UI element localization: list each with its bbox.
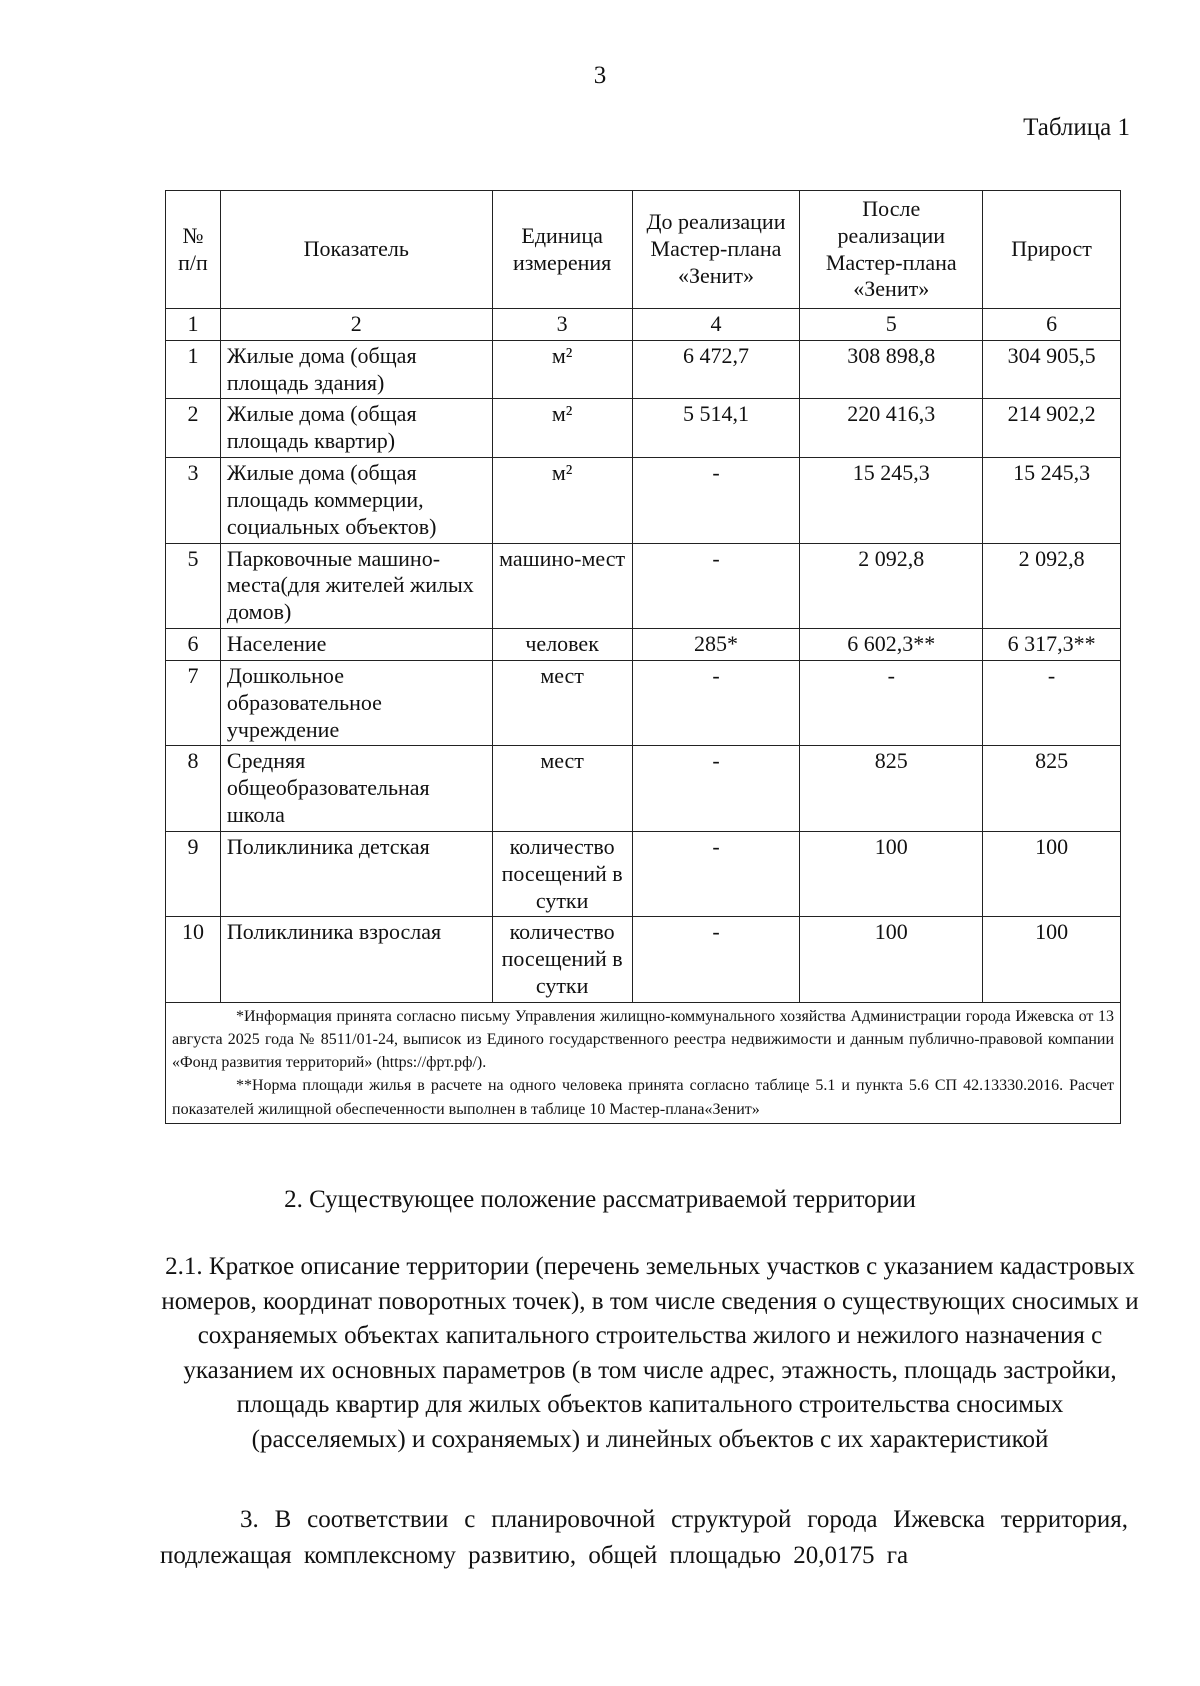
row-unit: м² <box>492 399 632 458</box>
row-unit: м² <box>492 458 632 543</box>
table-notes-row <box>166 1002 1121 1123</box>
row-num: 9 <box>166 831 221 916</box>
header-unit: Единица измерения <box>492 191 632 309</box>
row-growth: 214 902,2 <box>983 399 1121 458</box>
row-num: 2 <box>166 399 221 458</box>
row-unit: количество посещений в сутки <box>492 917 632 1002</box>
row-before: - <box>632 746 800 831</box>
row-growth: 6 317,3** <box>983 629 1121 661</box>
row-indicator: Дошкольное образовательное учреждение <box>220 660 492 745</box>
table-row <box>166 629 1121 661</box>
row-unit: человек <box>492 629 632 661</box>
row-num: 1 <box>166 340 221 399</box>
table-row <box>166 831 1121 916</box>
table-caption: Таблица 1 <box>1023 114 1130 141</box>
footnote-2: **Норма площади жилья в расчете на одного человека принята согласно таблице 5.1 и пункта 5.6 СП 42.13330.2016. Расчет показателей жилищной обеспеченности выполнен в таблице 10 Мастер-плана«Зенит» <box>172 1077 1114 1118</box>
table-row <box>166 340 1121 399</box>
page-number: 3 <box>593 62 607 89</box>
column-number: 2 <box>220 309 492 341</box>
row-growth: - <box>983 660 1121 745</box>
header-growth: Прирост <box>983 191 1121 309</box>
row-growth: 15 245,3 <box>983 458 1121 543</box>
subsection-heading: 2.1. Краткое описание территории (перечень земельных участков с указанием кадастровых номеров, координат поворотных точек), в том числе сведения о существующих сносимых и сохраняемых объектах капитального строительства жилого и нежилого назначения с указанием их основных параметров (в том числе адрес, этажность, площадь застройки, площадь квартир для жилых объектов капитального строительства сносимых (расселяемых) и сохраняемых) и линейных объектов с их характеристикой <box>161 1253 1139 1453</box>
column-number: 1 <box>166 309 221 341</box>
header-indicator: Показатель <box>220 191 492 309</box>
row-before: 285* <box>632 629 800 661</box>
row-after: 2 092,8 <box>800 543 983 628</box>
row-growth: 2 092,8 <box>983 543 1121 628</box>
row-num: 8 <box>166 746 221 831</box>
row-before: - <box>632 831 800 916</box>
body-paragraph: 3. В соответствии с планировочной структурой города Ижевска территория, подлежащая комплексному развитию, общей площадью 20,0175 га <box>160 1506 1128 1569</box>
column-number: 3 <box>492 309 632 341</box>
table-row <box>166 399 1121 458</box>
row-after: 100 <box>800 917 983 1002</box>
row-unit: мест <box>492 746 632 831</box>
row-after: 6 602,3** <box>800 629 983 661</box>
row-after: 220 416,3 <box>800 399 983 458</box>
row-unit: машино-мест <box>492 543 632 628</box>
footnote-1: *Информация принята согласно письму Управления жилищно-коммунального хозяйства Администрации города Ижевска от 13 августа 2025 года № 8511/01-24, выписок из Единого государственного реестра недвижимости и данным публично-правовой компании «Фонд развития территорий» (https://фрт.рф/). <box>172 1007 1114 1072</box>
row-indicator: Парковочные машино-места(для жителей жилых домов) <box>220 543 492 628</box>
table-row <box>166 917 1121 1002</box>
table-notes <box>166 1002 1121 1123</box>
row-before: 5 514,1 <box>632 399 800 458</box>
row-num: 7 <box>166 660 221 745</box>
row-before: - <box>632 917 800 1002</box>
row-indicator: Жилые дома (общая площадь коммерции, социальных объектов) <box>220 458 492 543</box>
row-num: 5 <box>166 543 221 628</box>
row-after: 100 <box>800 831 983 916</box>
column-number: 6 <box>983 309 1121 341</box>
table-row <box>166 458 1121 543</box>
row-unit: м² <box>492 340 632 399</box>
row-indicator: Поликлиника детская <box>220 831 492 916</box>
row-after: - <box>800 660 983 745</box>
column-number: 5 <box>800 309 983 341</box>
indicators-table <box>165 190 1121 1124</box>
row-after: 15 245,3 <box>800 458 983 543</box>
row-indicator: Жилые дома (общая площадь квартир) <box>220 399 492 458</box>
row-indicator: Поликлиника взрослая <box>220 917 492 1002</box>
header-before: До реализации Мастер-плана «Зенит» <box>632 191 800 309</box>
row-growth: 304 905,5 <box>983 340 1121 399</box>
row-unit: мест <box>492 660 632 745</box>
column-number: 4 <box>632 309 800 341</box>
row-before: - <box>632 543 800 628</box>
section-heading: 2. Существующее положение рассматриваемой территории <box>284 1186 916 1213</box>
row-growth: 825 <box>983 746 1121 831</box>
row-before: 6 472,7 <box>632 340 800 399</box>
row-indicator: Жилые дома (общая площадь здания) <box>220 340 492 399</box>
row-before: - <box>632 458 800 543</box>
table-header-row <box>166 191 1121 309</box>
row-num: 6 <box>166 629 221 661</box>
row-after: 825 <box>800 746 983 831</box>
column-number-row <box>166 309 1121 341</box>
table-row <box>166 543 1121 628</box>
table-row <box>166 660 1121 745</box>
header-after: После реализации Мастер-плана «Зенит» <box>800 191 983 309</box>
row-growth: 100 <box>983 917 1121 1002</box>
table-row <box>166 746 1121 831</box>
row-before: - <box>632 660 800 745</box>
row-unit: количество посещений в сутки <box>492 831 632 916</box>
header-num: № п/п <box>166 191 221 309</box>
row-num: 3 <box>166 458 221 543</box>
row-growth: 100 <box>983 831 1121 916</box>
row-after: 308 898,8 <box>800 340 983 399</box>
row-indicator: Население <box>220 629 492 661</box>
row-indicator: Средняя общеобразовательная школа <box>220 746 492 831</box>
row-num: 10 <box>166 917 221 1002</box>
